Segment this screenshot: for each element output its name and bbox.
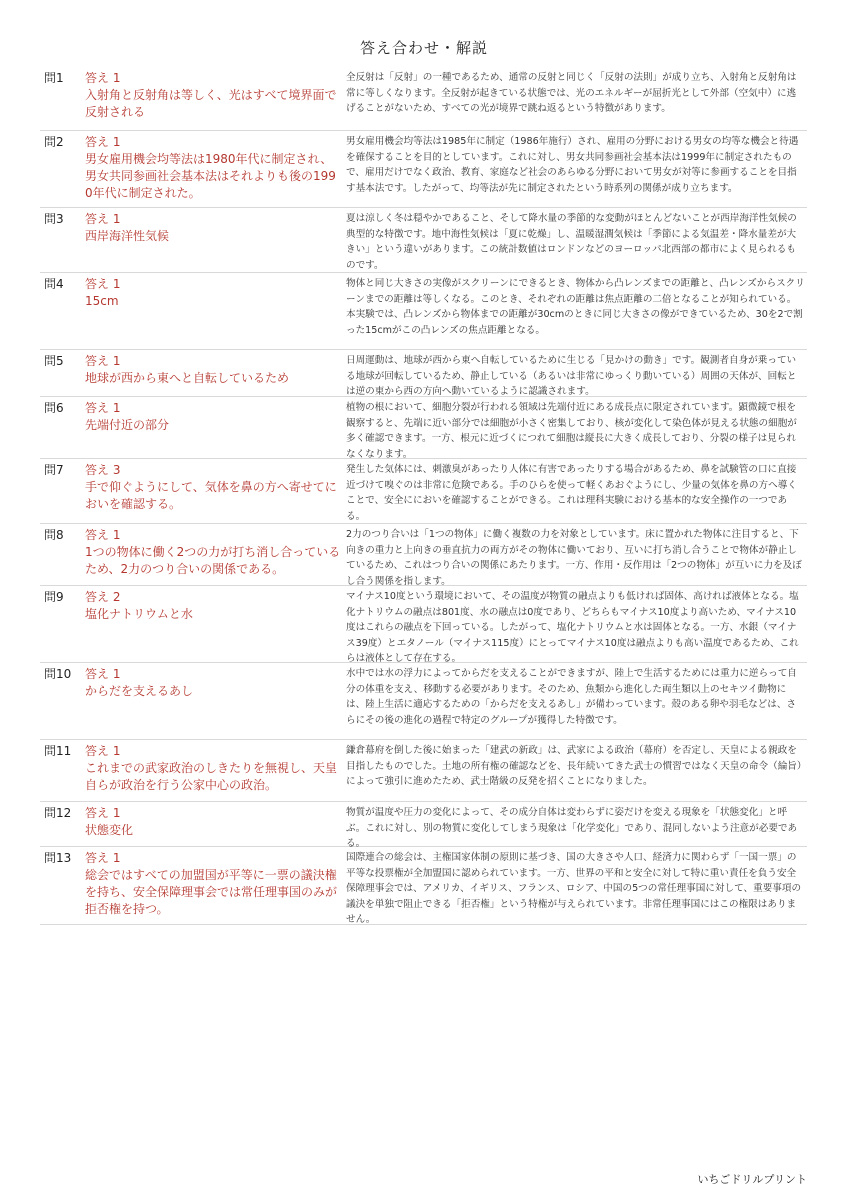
- answer-block: [84, 527, 346, 585]
- explanation-text: 夏は涼しく冬は穏やかであること、そして降水量の季節的な変動がほとんどないことが西岸海洋性気候の典型的な特徴です。地中海性気候は「夏に乾燥」し、温暖湿潤気候は「季節による気温差・降水量差が大きい」という違いがあります。この統計数値はロンドンなどのヨーロッパ北西部の都市によく見られるものです。: [346, 213, 797, 271]
- answer-row: [40, 740, 807, 802]
- answer-block: [84, 805, 346, 846]
- answer-block: [84, 462, 346, 523]
- answer-text: 男女雇用機会均等法は1980年代に制定され、男女共同参画社会基本法はそれよりも後の1990年代に制定された。: [85, 152, 336, 200]
- question-number: 問2: [44, 135, 64, 149]
- question-number: 問12: [44, 806, 72, 820]
- explanation-text: マイナス10度という環境において、その温度が物質の融点よりも低ければ固体、高ければ液体となる。塩化ナトリウムの融点は801度、水の融点は0度であり、どちらもマイナス10度より高いため、マイナス10度はこれらの融点を下回っている。したがって、塩化ナトリウムと水は固体となる。一方、水銀（マイナス39度）とエタノール（マイナス115度）にとってマイナス10度は融点よりも高い温度であるため、これらは液体として存在する。: [346, 591, 799, 664]
- answer-block: [84, 211, 346, 272]
- question-number: 問10: [44, 667, 72, 681]
- question-number: 問13: [44, 851, 72, 865]
- question-number: 問4: [44, 277, 64, 291]
- answer-row: [40, 208, 807, 273]
- explanation-text: 水中では水の浮力によってからだを支えることができますが、陸上で生活するためには重力に逆らって自分の体重を支え、移動する必要があります。そのため、魚類から進化した両生類以上のセキツイ動物には、陸上生活に適応するための「からだを支えるあし」が備わっています。殻のある卵や羽毛などは、さらにその後の進化の過程で特定のグループが獲得した特徴です。: [346, 668, 797, 726]
- answer-text: 状態変化: [85, 823, 134, 837]
- answer-label: 答え 3: [85, 463, 121, 477]
- answer-block: [84, 70, 346, 130]
- question-number: 問9: [44, 590, 64, 604]
- answer-label: 答え 1: [85, 667, 121, 681]
- answer-row: [40, 802, 807, 847]
- answer-row: [40, 397, 807, 459]
- answer-row: [40, 131, 807, 208]
- answer-block: [84, 743, 346, 801]
- answer-row: [40, 847, 807, 925]
- answer-row: [40, 273, 807, 350]
- answer-row: [40, 67, 807, 131]
- answer-label: 答え 1: [85, 71, 121, 85]
- answer-text: 先端付近の部分: [85, 418, 170, 432]
- answer-row: [40, 524, 807, 586]
- answer-label: 答え 1: [85, 851, 121, 865]
- answer-block: [84, 850, 346, 924]
- answer-text: 塩化ナトリウムと水: [85, 607, 193, 621]
- answer-row: [40, 350, 807, 397]
- question-number: 問8: [44, 528, 64, 542]
- answer-text: からだを支えるあし: [85, 684, 194, 698]
- answer-block: [84, 276, 346, 349]
- explanation-text: 国際連合の総会は、主権国家体制の原則に基づき、国の大きさや人口、経済力に関わらず「一国一票」の平等な投票権が全加盟国に認められています。一方、世界の平和と安全に対して特に重い責任を負う安全保障理事会では、アメリカ、イギリス、フランス、ロシア、中国の5つの常任理事国に対して、重要事項の議決を単独で阻止できる「拒否権」という特権が与えられています。非常任理事国にはこの権限はありません。: [346, 852, 802, 925]
- page-title: 答え合わせ・解説: [359, 39, 488, 57]
- explanation-text: 男女雇用機会均等法は1985年に制定（1986年施行）され、雇用の分野における男女の均等な機会と待遇を確保することを目的としています。これに対し、男女共同参画社会基本法は1999年に制定されたもので、雇用だけでなく政治、教育、家庭など社会のあらゆる分野において男女が対等に参画することを目指す基本法です。したがって、均等法が先に制定されたという時系列の関係が成り立ちます。: [346, 136, 799, 194]
- explanation-text: 日周運動は、地球が西から東へ自転しているために生じる「見かけの動き」です。観測者自身が乗っている地球が回転しているため、静止している（あるいは非常にゆっくり動いている）周囲の天体が、回転とは逆の東から西の方向へ動いているように認識されます。: [346, 355, 797, 397]
- answer-row: [40, 586, 807, 663]
- answer-label: 答え 1: [85, 277, 121, 291]
- explanation-text: 植物の根において、細胞分裂が行われる領域は先端付近にある成長点に限定されています。顕微鏡で根を観察すると、先端に近い部分では細胞が小さく密集しており、核が変化して染色体が見える状態の細胞が多く確認できます。一方、根元に近づくにつれて細胞は縦長に大きく成長しており、分裂の様子は見られなくなります。: [346, 402, 797, 460]
- question-number: 問6: [44, 401, 64, 415]
- answer-text: 総会ではすべての加盟国が平等に一票の議決権を持ち、安全保障理事会では常任理事国のみが拒否権を持つ。: [85, 868, 338, 916]
- answer-block: [84, 666, 346, 739]
- answer-label: 答え 1: [85, 354, 121, 368]
- answer-text: 西岸海洋性気候: [85, 229, 170, 243]
- question-number: 問5: [44, 354, 64, 368]
- answer-text: 15cm: [85, 294, 119, 308]
- question-number: 問3: [44, 212, 64, 226]
- question-number: 問1: [44, 71, 64, 85]
- explanation-text: 物体と同じ大きさの実像がスクリーンにできるとき、物体から凸レンズまでの距離と、凸レンズからスクリーンまでの距離は等しくなる。このとき、それぞれの距離は焦点距離の二倍となることが知られている。本実験では、凸レンズから物体までの距離が30cmのときに同じ大きさの像ができているため、30を2で割った15cmがこの凸レンズの焦点距離となる。: [346, 278, 805, 336]
- explanation-text: 2力のつり合いは「1つの物体」に働く複数の力を対象としています。床に置かれた物体に注目すると、下向きの重力と上向きの垂直抗力の両方がその物体に働いており、互いに打ち消し合うことで物体が静止しているため、これはつり合いの関係にあたります。一方、作用・反作用は「2つの物体」が互いに力を及ぼし合う関係を指します。: [346, 529, 802, 587]
- answer-label: 答え 1: [85, 744, 121, 758]
- answer-label: 答え 2: [85, 590, 121, 604]
- answer-row: [40, 459, 807, 524]
- explanation-text: 鎌倉幕府を倒した後に始まった「建武の新政」は、武家による政治（幕府）を否定し、天皇による親政を目指したものでした。土地の所有権の確認などを、長年続いてきた武士の慣習ではなく天皇の命令（綸旨）によって強引に進めたため、武士階級の反発を招くことになりました。: [346, 745, 802, 787]
- answer-text: これまでの武家政治のしきたりを無視し、天皇自らが政治を行う公家中心の政治。: [85, 761, 338, 792]
- answer-block: [84, 134, 346, 207]
- answer-label: 答え 1: [85, 401, 121, 415]
- answer-block: [84, 353, 346, 396]
- question-number: 問11: [44, 744, 72, 758]
- answer-label: 答え 1: [85, 212, 121, 226]
- answer-text: 1つの物体に働く2つの力が打ち消し合っているため、2力のつり合いの関係である。: [85, 545, 341, 576]
- answer-block: [84, 400, 346, 458]
- answer-label: 答え 1: [85, 806, 121, 820]
- answer-label: 答え 1: [85, 528, 121, 542]
- answer-row: [40, 663, 807, 740]
- answer-text: 入射角と反射角は等しく、光はすべて境界面で反射される: [85, 88, 337, 119]
- explanation-text: 物質が温度や圧力の変化によって、その成分自体は変わらずに姿だけを変える現象を「状態変化」と呼ぶ。これに対し、別の物質に変化してしまう現象は「化学変化」であり、混同しないよう注意が必要である。: [346, 807, 798, 849]
- answer-label: 答え 1: [85, 135, 121, 149]
- question-number: 問7: [44, 463, 64, 477]
- footer-brand: いちごドリルプリント: [697, 1173, 807, 1186]
- answer-text: 地球が西から東へと自転しているため: [85, 371, 290, 385]
- explanation-text: 発生した気体には、刺激臭があったり人体に有害であったりする場合があるため、鼻を試験管の口に直接近づけて嗅ぐのは非常に危険である。手のひらを使って軽くあおぐようにし、少量の気体を鼻の方へ導くことで、安全ににおいを確認することができる。これは理科実験における基本的な安全操作の一つである。: [346, 464, 797, 522]
- explanation-text: 全反射は「反射」の一種であるため、通常の反射と同じく「反射の法則」が成り立ち、入射角と反射角は常に等しくなります。全反射が起きている状態では、光のエネルギーが屈折光として外部（空気中）に逃げることがないため、すべての光が境界で跳ね返るという特徴があります。: [346, 72, 797, 114]
- answer-list: [40, 67, 807, 925]
- answer-text: 手で仰ぐようにして、気体を鼻の方へ寄せてにおいを確認する。: [85, 480, 337, 511]
- answer-block: [84, 589, 346, 662]
